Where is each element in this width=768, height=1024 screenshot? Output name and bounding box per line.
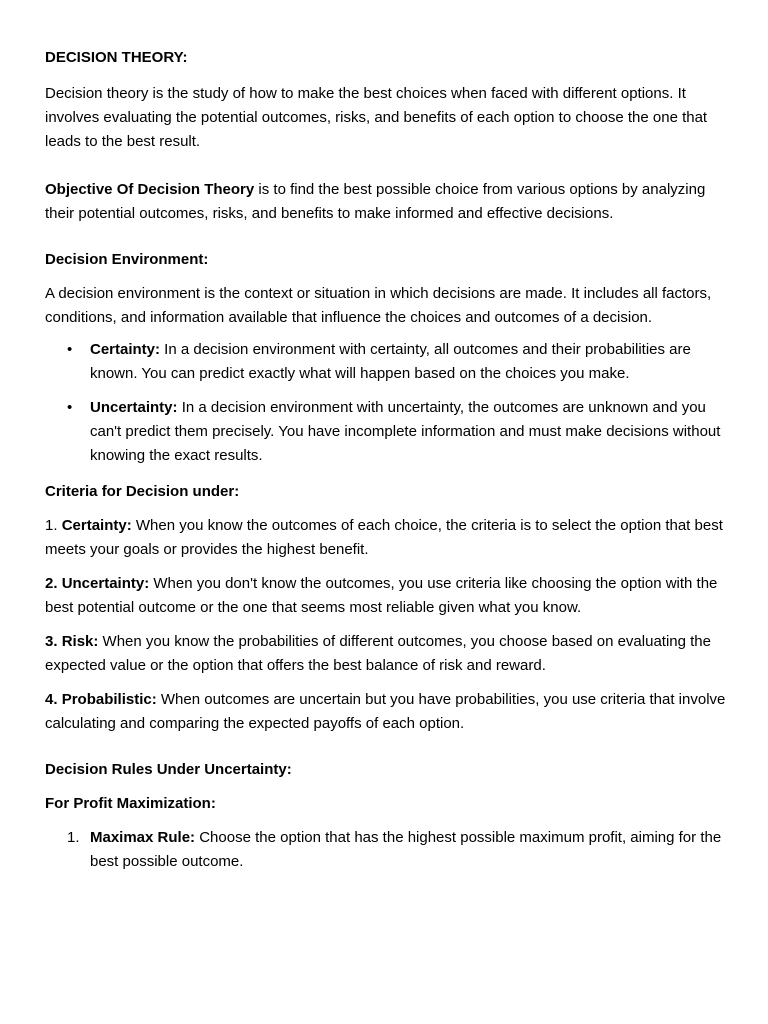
criteria-item [45,514,728,562]
criteria-label: Certainty: [61,517,132,534]
list-item-number: 1. [67,829,80,846]
list-item-text: Choose the option that has the highest possible maximum profit, aiming for the best possible outcome. [90,829,722,870]
criteria-text: When outcomes are uncertain but you have probabilities, you use criteria that involve calculating and comparing the expected payoffs of each option. [45,691,726,732]
objective-label: Objective Of Decision Theory [45,181,255,198]
criteria-item [45,630,728,678]
criteria-label: Risk: [61,633,99,650]
list-item-text: In a decision environment with uncertainty, the outcomes are unknown and you can't predict them precisely. You have incomplete information and must make decisions without knowing the exact results. [90,399,721,464]
list-item [45,338,728,386]
bullet-marker: • [67,341,73,358]
criteria-text: When you don't know the outcomes, you use criteria like choosing the option with the best potential outcome or the one that seems most reliable given what you know. [45,575,718,616]
criteria-number: 4. [45,691,58,708]
environment-paragraph: A decision environment is the context or situation in which decisions are made. It includes all factors, conditions, and information available that influence the choices and outcomes of a decision. [45,285,712,326]
criteria-label: Uncertainty: [61,575,150,592]
document-title: DECISION THEORY: [45,49,188,66]
intro-paragraph: Decision theory is the study of how to make the best choices when faced with different options. It involves evaluating the potential outcomes, risks, and benefits of each option to choose the one that leads to the best result. [45,85,708,150]
list-item [45,396,728,468]
criteria-number: 2. [45,575,58,592]
list-item-label: Uncertainty: [90,399,178,416]
list-item-label: Maximax Rule: [90,829,196,846]
environment-heading: Decision Environment: [45,251,209,268]
criteria-heading: Criteria for Decision under: [45,483,240,500]
criteria-text: When you know the probabilities of different outcomes, you choose based on evaluating the expected value or the option that offers the best balance of risk and reward. [45,633,711,674]
objective-paragraph [45,178,728,226]
criteria-item [45,688,728,736]
criteria-number: 3. [45,633,58,650]
list-item-label: Certainty: [90,341,161,358]
objective-text: is to find the best possible choice from various options by analyzing their potential outcomes, risks, and benefits to make informed and effective decisions. [45,181,706,222]
list-item-text: In a decision environment with certainty, all outcomes and their probabilities are known. You can predict exactly what will happen based on the choices you make. [90,341,691,382]
criteria-label: Probabilistic: [61,691,157,708]
environment-list [45,338,728,468]
criteria-item [45,572,728,620]
rules-subheading: For Profit Maximization: [45,795,216,812]
rules-heading: Decision Rules Under Uncertainty: [45,761,292,778]
criteria-number: 1. [45,517,58,534]
list-item [45,826,728,874]
bullet-marker: • [67,399,73,416]
rules-list [45,826,728,874]
criteria-text: When you know the outcomes of each choice, the criteria is to select the option that best meets your goals or provides the highest benefit. [45,517,723,558]
